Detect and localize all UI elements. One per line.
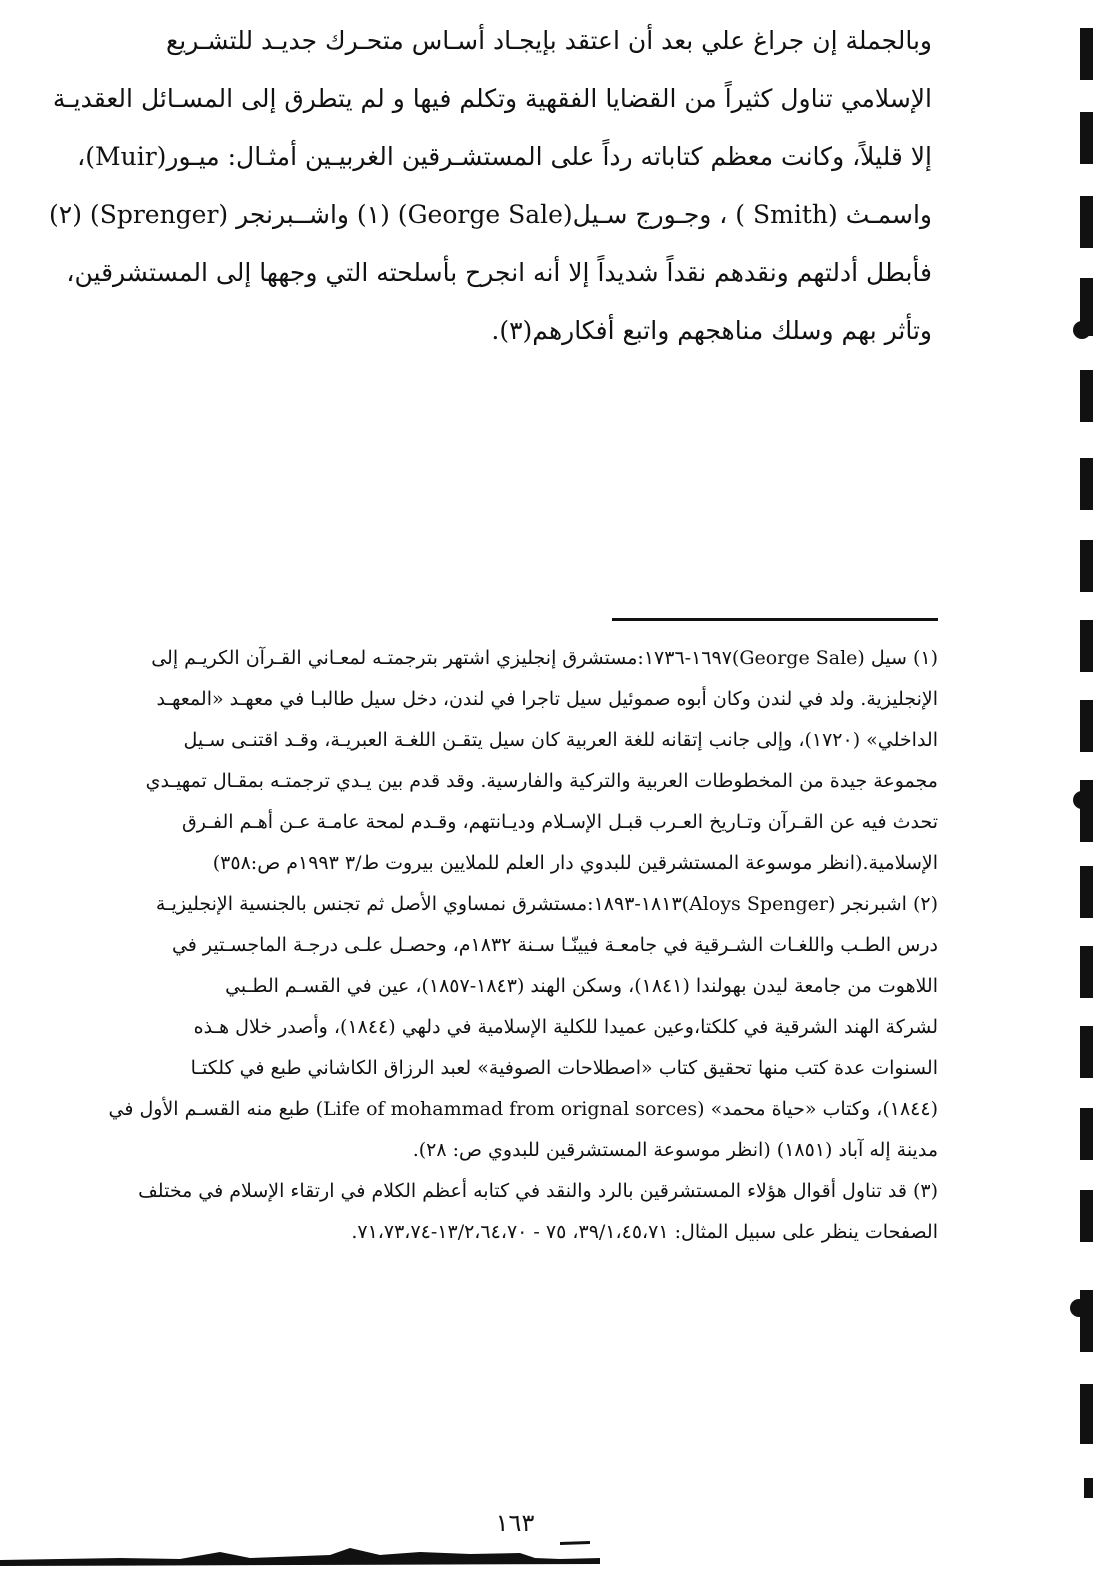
- footnote-line: الإسلامية.(انظر موسوعة المستشرقين للبدوي دار العلم للملايين بيروت ط/٣ ١٩٩٣م ص:٣٥٨): [212, 852, 938, 874]
- footnote-line: الإنجليزية. ولد في لندن وكان أبوه صموئيل سيل تاجرا في لندن، دخل سيل طالبـا في معهـد «المعهـد: [156, 688, 938, 710]
- scan-edge-artifact: [0, 1528, 600, 1572]
- footnote-line: (٣) قد تناول أقوال هؤلاء المستشرقين بالرد والنقد في كتابه أعظم الكلام في ارتقاء الإسلام في مختلف: [138, 1180, 938, 1202]
- footnote-line: درس الطـب واللغـات الشـرقية في جامعـة فيينّـا سـنة ١٨٣٢م، وحصـل علـى درجـة الماجسـتير في: [171, 934, 938, 956]
- main-paragraph: [49, 12, 932, 360]
- main-line: واسمـث (Smith ) ، وجـورج سـيل(George Sale) (١) واشــبرنجر (Sprenger) (٢): [49, 200, 932, 229]
- footnote-line: (٢) اشبرنجر (Aloys Spenger)١٨١٣-١٨٩٣:مستشرق نمساوي الأصل ثم تجنس بالجنسية الإنجليزيـة: [155, 893, 938, 915]
- main-line: الإسلامي تناول كثيراً من القضايا الفقهية وتكلم فيها و لم يتطرق إلى المسـائل العقديـة: [52, 84, 932, 113]
- footnote-line: اللاهوت من جامعة ليدن بهولندا (١٨٤١)، وسكن الهند (١٨٤٣-١٨٥٧)، عين في القسـم الطـبي: [225, 975, 938, 997]
- main-line: إلا قليلاً، وكانت معظم كتاباته رداً على المستشـرقين الغربيـين أمثـال: ميـور(Muir)،: [77, 142, 932, 171]
- footnote-separator: [612, 618, 938, 621]
- main-line: وبالجملة إن جراغ علي بعد أن اعتقد بإيجـاد أسـاس متحـرك جديـد للتشـريع: [165, 26, 932, 55]
- main-line: وتأثر بهم وسلك مناهجهم واتبع أفكارهم(٣).: [491, 316, 932, 345]
- footnote-line: (١) سيل (George Sale)١٦٩٧-١٧٣٦:مستشرق إنجليزي اشتهر بترجمتـه لمعـاني القـرآن الكريـم إلى: [151, 647, 938, 669]
- main-line: فأبطل أدلتهم ونقدهم نقداً شديداً إلا أنه انجرح بأسلحته التي وجهها إلى المستشرقين،: [66, 258, 932, 287]
- footnote-line: تحدث فيه عن القـرآن وتـاريخ العـرب قبـل الإسـلام وديـانتهم، وقـدم لمحة عامـة عـن أهـم الفـرق: [182, 811, 938, 833]
- footnote-line: الصفحات ينظر على سبيل المثال: ٣٩/١،٤٥،٧١، ٧٥ - ١٣/٢،٦٤،٧٠-٧١،٧٣،٧٤.: [351, 1221, 938, 1243]
- footnote-line: لشركة الهند الشرقية في كلكتا،وعين عميدا للكلية الإسلامية في دلهي (١٨٤٤)، وأصدر خلال هـذه: [193, 1016, 938, 1038]
- footnote-line: السنوات عدة كتب منها تحقيق كتاب «اصطلاحات الصوفية» لعبد الرزاق الكاشاني طبع في كلكتـا: [190, 1057, 938, 1079]
- footnotes-section: [72, 638, 938, 1253]
- footnote-line: مجموعة جيدة من المخطوطات العربية والتركية والفارسية. وقد قدم بين يـدي ترجمتـه بمقـال تمهيـدي: [145, 770, 938, 792]
- footnote-line: الداخلي» (١٧٢٠)، وإلى جانب إتقانه للغة العربية كان سيل يتقـن اللغـة العبريـة، وقـد اقتنـى سـيل: [183, 729, 938, 751]
- footnote-line: مدينة إله آباد (١٨٥١) (انظر موسوعة المستشرقين للبدوي ص: ٢٨).: [412, 1139, 938, 1161]
- footnote-line: (١٨٤٤)، وكتاب «حياة محمد» (Life of mohammad from orignal sorces) طبع منه القسـم الأول في: [108, 1098, 938, 1120]
- scan-binding-marks: [1070, 0, 1093, 1572]
- page-number: ١٦٣: [495, 1509, 535, 1537]
